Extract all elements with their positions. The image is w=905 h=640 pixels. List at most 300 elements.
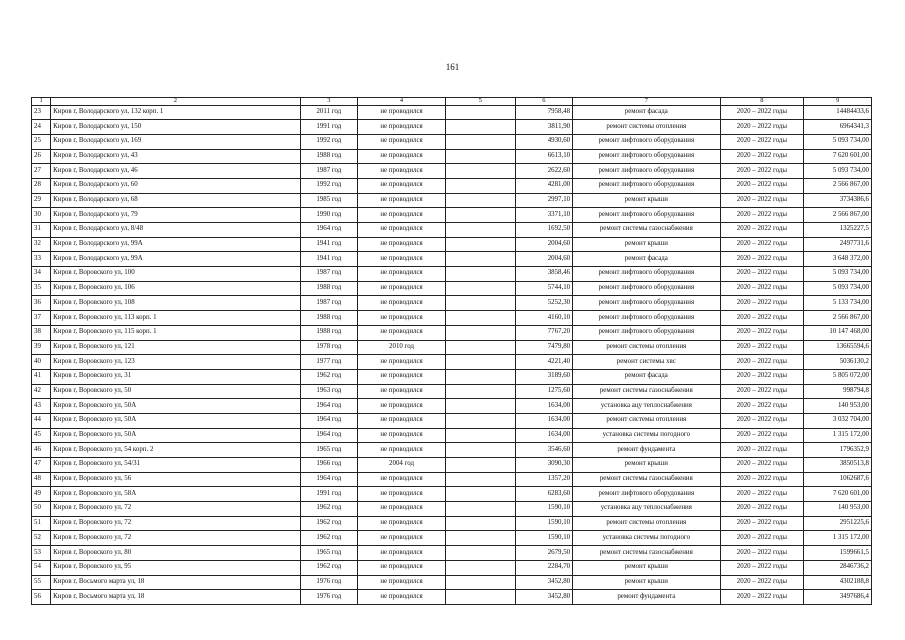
cell-row-number: 47	[32, 458, 51, 473]
cell-cost: 3850513,8	[804, 458, 872, 473]
cell-build-year: 1978 год	[300, 340, 358, 355]
cell-period: 2020 – 2022 годы	[720, 281, 804, 296]
cell-period: 2020 – 2022 годы	[720, 458, 804, 473]
cell-work-type: ремонт системы отопления	[573, 516, 720, 531]
cell-col-5	[445, 355, 515, 370]
cell-row-number: 34	[32, 267, 51, 282]
cell-work-type: установка системы погодного	[573, 531, 720, 546]
cell-work-type: установка ацу теплоснабжения	[573, 502, 720, 517]
column-header-9: 9	[804, 98, 872, 106]
cell-area: 3546,60	[515, 443, 573, 458]
cell-build-year: 1962 год	[300, 369, 358, 384]
cell-col-5	[445, 164, 515, 179]
cell-last-repair-year: не проводился	[358, 428, 446, 443]
cell-address: Киров г, Восьмого марта ул, 18	[51, 575, 300, 590]
cell-build-year: 1964 год	[300, 472, 358, 487]
cell-cost: 2 566 867,00	[804, 311, 872, 326]
cell-work-type: ремонт лифтового оборудования	[573, 178, 720, 193]
cell-last-repair-year: не проводился	[358, 575, 446, 590]
cell-period: 2020 – 2022 годы	[720, 208, 804, 223]
cell-col-5	[445, 458, 515, 473]
cell-col-5	[445, 487, 515, 502]
cell-col-5	[445, 384, 515, 399]
table-row	[32, 149, 872, 164]
cell-row-number: 26	[32, 149, 51, 164]
cell-address: Киров г, Воровского ул, 50	[51, 384, 300, 399]
cell-cost: 140 953,00	[804, 399, 872, 414]
cell-work-type: ремонт крыши	[573, 193, 720, 208]
cell-area: 3452,80	[515, 575, 573, 590]
cell-last-repair-year: не проводился	[358, 531, 446, 546]
cell-build-year: 1963 год	[300, 384, 358, 399]
table-row	[32, 311, 872, 326]
cell-col-5	[445, 105, 515, 120]
cell-address: Киров г, Володарского ул, 99А	[51, 237, 300, 252]
cell-work-type: ремонт лифтового оборудования	[573, 267, 720, 282]
column-header-1: 1	[32, 98, 51, 106]
cell-cost: 4302188,8	[804, 575, 872, 590]
cell-address: Киров г, Воровского ул, 54 корп. 2	[51, 443, 300, 458]
cell-cost: 10 147 468,00	[804, 325, 872, 340]
cell-col-5	[445, 134, 515, 149]
cell-row-number: 36	[32, 296, 51, 311]
cell-last-repair-year: не проводился	[358, 311, 446, 326]
cell-area: 3371,10	[515, 208, 573, 223]
cell-address: Киров г, Володарского ул, 46	[51, 164, 300, 179]
cell-period: 2020 – 2022 годы	[720, 472, 804, 487]
cell-work-type: ремонт крыши	[573, 560, 720, 575]
cell-row-number: 30	[32, 208, 51, 223]
cell-col-5	[445, 399, 515, 414]
table-body	[32, 105, 872, 604]
cell-col-5	[445, 340, 515, 355]
cell-last-repair-year: не проводился	[358, 516, 446, 531]
cell-cost: 1599661,5	[804, 546, 872, 561]
cell-cost: 13665594,6	[804, 340, 872, 355]
cell-cost: 5 093 734,00	[804, 267, 872, 282]
table-row	[32, 458, 872, 473]
cell-period: 2020 – 2022 годы	[720, 590, 804, 605]
cell-last-repair-year: не проводился	[358, 208, 446, 223]
cell-period: 2020 – 2022 годы	[720, 164, 804, 179]
cell-period: 2020 – 2022 годы	[720, 325, 804, 340]
cell-cost: 3734386,6	[804, 193, 872, 208]
cell-build-year: 2011 год	[300, 105, 358, 120]
cell-period: 2020 – 2022 годы	[720, 267, 804, 282]
cell-col-5	[445, 590, 515, 605]
cell-build-year: 1941 год	[300, 252, 358, 267]
cell-work-type: установка ацу теплоснабжения	[573, 399, 720, 414]
cell-row-number: 41	[32, 369, 51, 384]
cell-cost: 2497731,6	[804, 237, 872, 252]
table-row	[32, 502, 872, 517]
cell-period: 2020 – 2022 годы	[720, 105, 804, 120]
table-row	[32, 472, 872, 487]
cell-row-number: 29	[32, 193, 51, 208]
cell-col-5	[445, 575, 515, 590]
cell-build-year: 1988 год	[300, 311, 358, 326]
cell-area: 7479,80	[515, 340, 573, 355]
cell-build-year: 1987 год	[300, 164, 358, 179]
cell-last-repair-year: не проводился	[358, 443, 446, 458]
cell-build-year: 1988 год	[300, 325, 358, 340]
cell-address: Киров г, Володарского ул, 132 корп. 1	[51, 105, 300, 120]
cell-row-number: 37	[32, 311, 51, 326]
table-row	[32, 281, 872, 296]
cell-address: Киров г, Володарского ул, 8/48	[51, 223, 300, 238]
column-header-2: 2	[51, 98, 300, 106]
cell-period: 2020 – 2022 годы	[720, 575, 804, 590]
cell-work-type: ремонт лифтового оборудования	[573, 208, 720, 223]
cell-period: 2020 – 2022 годы	[720, 443, 804, 458]
repair-program-table	[31, 97, 872, 605]
cell-last-repair-year: не проводился	[358, 355, 446, 370]
cell-col-5	[445, 531, 515, 546]
cell-period: 2020 – 2022 годы	[720, 134, 804, 149]
cell-period: 2020 – 2022 годы	[720, 560, 804, 575]
cell-build-year: 1988 год	[300, 281, 358, 296]
cell-cost: 7 620 601,00	[804, 487, 872, 502]
table-row	[32, 105, 872, 120]
cell-row-number: 32	[32, 237, 51, 252]
cell-cost: 3 032 704,00	[804, 413, 872, 428]
cell-row-number: 31	[32, 223, 51, 238]
cell-col-5	[445, 369, 515, 384]
cell-address: Киров г, Восьмого марта ул, 18	[51, 590, 300, 605]
cell-col-5	[445, 428, 515, 443]
cell-work-type: ремонт лифтового оборудования	[573, 164, 720, 179]
cell-period: 2020 – 2022 годы	[720, 149, 804, 164]
cell-build-year: 1992 год	[300, 134, 358, 149]
cell-period: 2020 – 2022 годы	[720, 223, 804, 238]
cell-row-number: 33	[32, 252, 51, 267]
cell-col-5	[445, 325, 515, 340]
cell-period: 2020 – 2022 годы	[720, 311, 804, 326]
cell-cost: 5 133 734,00	[804, 296, 872, 311]
cell-row-number: 40	[32, 355, 51, 370]
cell-address: Киров г, Воровского ул, 56	[51, 472, 300, 487]
table-row	[32, 325, 872, 340]
column-header-4: 4	[358, 98, 446, 106]
cell-work-type: ремонт фундамента	[573, 590, 720, 605]
cell-build-year: 1962 год	[300, 560, 358, 575]
cell-address: Киров г, Володарского ул, 79	[51, 208, 300, 223]
cell-work-type: ремонт лифтового оборудования	[573, 325, 720, 340]
cell-work-type: ремонт фундамента	[573, 443, 720, 458]
cell-work-type: ремонт лифтового оборудования	[573, 296, 720, 311]
table-row	[32, 560, 872, 575]
cell-row-number: 43	[32, 399, 51, 414]
cell-work-type: ремонт фасада	[573, 369, 720, 384]
cell-row-number: 39	[32, 340, 51, 355]
cell-cost: 5 093 734,00	[804, 281, 872, 296]
table-row	[32, 590, 872, 605]
cell-address: Киров г, Володарского ул, 68	[51, 193, 300, 208]
cell-row-number: 42	[32, 384, 51, 399]
cell-last-repair-year: не проводился	[358, 472, 446, 487]
cell-area: 1357,20	[515, 472, 573, 487]
cell-last-repair-year: не проводился	[358, 369, 446, 384]
cell-address: Киров г, Воровского ул, 50А	[51, 413, 300, 428]
cell-cost: 1 315 172,00	[804, 428, 872, 443]
table-row	[32, 355, 872, 370]
table-row	[32, 516, 872, 531]
cell-area: 2284,70	[515, 560, 573, 575]
table-row	[32, 252, 872, 267]
cell-build-year: 1987 год	[300, 267, 358, 282]
table-row	[32, 413, 872, 428]
cell-row-number: 49	[32, 487, 51, 502]
cell-work-type: ремонт фасада	[573, 105, 720, 120]
cell-period: 2020 – 2022 годы	[720, 487, 804, 502]
cell-build-year: 1991 год	[300, 120, 358, 135]
cell-address: Киров г, Воровского ул, 121	[51, 340, 300, 355]
cell-last-repair-year: не проводился	[358, 399, 446, 414]
table-row	[32, 178, 872, 193]
cell-col-5	[445, 443, 515, 458]
cell-work-type: ремонт лифтового оборудования	[573, 311, 720, 326]
table-row	[32, 208, 872, 223]
table-row	[32, 384, 872, 399]
cell-area: 2004,60	[515, 252, 573, 267]
cell-work-type: ремонт крыши	[573, 575, 720, 590]
cell-area: 1275,60	[515, 384, 573, 399]
cell-last-repair-year: не проводился	[358, 560, 446, 575]
cell-row-number: 25	[32, 134, 51, 149]
table-row	[32, 267, 872, 282]
cell-col-5	[445, 560, 515, 575]
cell-cost: 14484433,6	[804, 105, 872, 120]
cell-area: 5252,30	[515, 296, 573, 311]
cell-period: 2020 – 2022 годы	[720, 369, 804, 384]
cell-last-repair-year: не проводился	[358, 223, 446, 238]
cell-col-5	[445, 237, 515, 252]
cell-period: 2020 – 2022 годы	[720, 546, 804, 561]
cell-col-5	[445, 208, 515, 223]
cell-last-repair-year: 2004 год	[358, 458, 446, 473]
cell-row-number: 38	[32, 325, 51, 340]
cell-col-5	[445, 193, 515, 208]
table-row	[32, 120, 872, 135]
cell-row-number: 52	[32, 531, 51, 546]
cell-period: 2020 – 2022 годы	[720, 355, 804, 370]
cell-col-5	[445, 252, 515, 267]
cell-last-repair-year: не проводился	[358, 281, 446, 296]
column-header-8: 8	[720, 98, 804, 106]
cell-area: 4281,00	[515, 178, 573, 193]
cell-period: 2020 – 2022 годы	[720, 399, 804, 414]
cell-period: 2020 – 2022 годы	[720, 296, 804, 311]
cell-work-type: ремонт системы газоснабжения	[573, 384, 720, 399]
cell-row-number: 35	[32, 281, 51, 296]
cell-last-repair-year: не проводился	[358, 134, 446, 149]
cell-period: 2020 – 2022 годы	[720, 193, 804, 208]
cell-area: 6283,60	[515, 487, 573, 502]
cell-last-repair-year: не проводился	[358, 237, 446, 252]
cell-address: Киров г, Воровского ул, 58А	[51, 487, 300, 502]
cell-area: 2622,60	[515, 164, 573, 179]
cell-build-year: 1987 год	[300, 296, 358, 311]
cell-build-year: 1941 год	[300, 237, 358, 252]
cell-col-5	[445, 516, 515, 531]
cell-address: Киров г, Воровского ул, 31	[51, 369, 300, 384]
cell-build-year: 1962 год	[300, 531, 358, 546]
cell-col-5	[445, 267, 515, 282]
cell-row-number: 44	[32, 413, 51, 428]
cell-cost: 2 566 867,00	[804, 208, 872, 223]
cell-area: 1590,10	[515, 516, 573, 531]
cell-work-type: ремонт системы отопления	[573, 413, 720, 428]
page-number: 161	[445, 62, 460, 72]
cell-col-5	[445, 296, 515, 311]
cell-build-year: 1991 год	[300, 487, 358, 502]
cell-area: 3452,80	[515, 590, 573, 605]
table-row	[32, 487, 872, 502]
cell-area: 4160,10	[515, 311, 573, 326]
cell-last-repair-year: не проводился	[358, 590, 446, 605]
cell-cost: 140 953,00	[804, 502, 872, 517]
cell-last-repair-year: не проводился	[358, 296, 446, 311]
cell-cost: 1325227,5	[804, 223, 872, 238]
cell-work-type: ремонт крыши	[573, 458, 720, 473]
cell-period: 2020 – 2022 годы	[720, 428, 804, 443]
cell-area: 7767,20	[515, 325, 573, 340]
cell-period: 2020 – 2022 годы	[720, 120, 804, 135]
cell-last-repair-year: не проводился	[358, 487, 446, 502]
cell-address: Киров г, Воровского ул, 113 корп. 1	[51, 311, 300, 326]
cell-row-number: 56	[32, 590, 51, 605]
table-row	[32, 399, 872, 414]
table-header-row	[32, 98, 872, 106]
cell-row-number: 55	[32, 575, 51, 590]
cell-period: 2020 – 2022 годы	[720, 252, 804, 267]
cell-address: Киров г, Воровского ул, 50А	[51, 399, 300, 414]
cell-cost: 6964341,3	[804, 120, 872, 135]
cell-address: Киров г, Воровского ул, 54/31	[51, 458, 300, 473]
cell-build-year: 1990 год	[300, 208, 358, 223]
cell-work-type: ремонт лифтового оборудования	[573, 149, 720, 164]
column-header-6: 6	[515, 98, 573, 106]
cell-row-number: 27	[32, 164, 51, 179]
cell-area: 7958,48	[515, 105, 573, 120]
table-row	[32, 134, 872, 149]
cell-address: Киров г, Володарского ул, 150	[51, 120, 300, 135]
cell-area: 3811,90	[515, 120, 573, 135]
cell-last-repair-year: не проводился	[358, 502, 446, 517]
cell-row-number: 53	[32, 546, 51, 561]
cell-last-repair-year: не проводился	[358, 164, 446, 179]
cell-col-5	[445, 223, 515, 238]
cell-build-year: 1962 год	[300, 502, 358, 517]
cell-work-type: ремонт лифтового оборудования	[573, 281, 720, 296]
cell-area: 5744,10	[515, 281, 573, 296]
cell-area: 3858,46	[515, 267, 573, 282]
cell-cost: 3 648 372,00	[804, 252, 872, 267]
table-row	[32, 546, 872, 561]
cell-row-number: 28	[32, 178, 51, 193]
column-header-3: 3	[300, 98, 358, 106]
cell-address: Киров г, Володарского ул, 99А	[51, 252, 300, 267]
cell-row-number: 50	[32, 502, 51, 517]
cell-build-year: 1977 год	[300, 355, 358, 370]
cell-col-5	[445, 413, 515, 428]
cell-build-year: 1976 год	[300, 575, 358, 590]
table-row	[32, 575, 872, 590]
cell-work-type: ремонт системы газоснабжения	[573, 223, 720, 238]
cell-area: 1590,10	[515, 531, 573, 546]
cell-cost: 2846736,2	[804, 560, 872, 575]
cell-period: 2020 – 2022 годы	[720, 340, 804, 355]
cell-row-number: 54	[32, 560, 51, 575]
cell-col-5	[445, 178, 515, 193]
cell-build-year: 1964 год	[300, 428, 358, 443]
cell-area: 2997,10	[515, 193, 573, 208]
cell-cost: 5036130,2	[804, 355, 872, 370]
cell-area: 3189,60	[515, 369, 573, 384]
table-row	[32, 428, 872, 443]
column-header-5: 5	[445, 98, 515, 106]
cell-cost: 5 093 734,00	[804, 164, 872, 179]
cell-build-year: 1965 год	[300, 443, 358, 458]
cell-last-repair-year: не проводился	[358, 267, 446, 282]
cell-work-type: ремонт фасада	[573, 252, 720, 267]
cell-area: 4221,40	[515, 355, 573, 370]
cell-build-year: 1964 год	[300, 223, 358, 238]
cell-area: 1634,00	[515, 428, 573, 443]
table-row	[32, 237, 872, 252]
cell-row-number: 45	[32, 428, 51, 443]
table-row	[32, 193, 872, 208]
cell-cost: 7 620 601,00	[804, 149, 872, 164]
cell-work-type: ремонт системы газоснабжения	[573, 472, 720, 487]
column-header-7: 7	[573, 98, 720, 106]
cell-last-repair-year: не проводился	[358, 149, 446, 164]
cell-area: 1634,00	[515, 399, 573, 414]
cell-address: Киров г, Воровского ул, 50А	[51, 428, 300, 443]
cell-last-repair-year: не проводился	[358, 252, 446, 267]
cell-work-type: ремонт лифтового оборудования	[573, 487, 720, 502]
cell-address: Киров г, Воровского ул, 106	[51, 281, 300, 296]
cell-col-5	[445, 149, 515, 164]
cell-build-year: 1965 год	[300, 546, 358, 561]
cell-area: 3090,30	[515, 458, 573, 473]
cell-last-repair-year: не проводился	[358, 384, 446, 399]
table-row	[32, 443, 872, 458]
cell-row-number: 24	[32, 120, 51, 135]
cell-area: 6613,10	[515, 149, 573, 164]
table-row	[32, 164, 872, 179]
cell-col-5	[445, 120, 515, 135]
cell-work-type: ремонт системы газоснабжения	[573, 546, 720, 561]
cell-area: 2679,50	[515, 546, 573, 561]
cell-address: Киров г, Воровского ул, 123	[51, 355, 300, 370]
cell-col-5	[445, 472, 515, 487]
cell-last-repair-year: не проводился	[358, 546, 446, 561]
cell-area: 1634,00	[515, 413, 573, 428]
cell-last-repair-year: 2010 год	[358, 340, 446, 355]
cell-address: Киров г, Володарского ул, 60	[51, 178, 300, 193]
cell-build-year: 1966 год	[300, 458, 358, 473]
cell-work-type: ремонт системы отопления	[573, 340, 720, 355]
cell-work-type: ремонт системы хвс	[573, 355, 720, 370]
cell-last-repair-year: не проводился	[358, 178, 446, 193]
cell-build-year: 1988 год	[300, 149, 358, 164]
cell-build-year: 1962 год	[300, 516, 358, 531]
cell-address: Киров г, Воровского ул, 72	[51, 531, 300, 546]
cell-work-type: ремонт лифтового оборудования	[573, 134, 720, 149]
cell-address: Киров г, Володарского ул, 43	[51, 149, 300, 164]
cell-col-5	[445, 502, 515, 517]
